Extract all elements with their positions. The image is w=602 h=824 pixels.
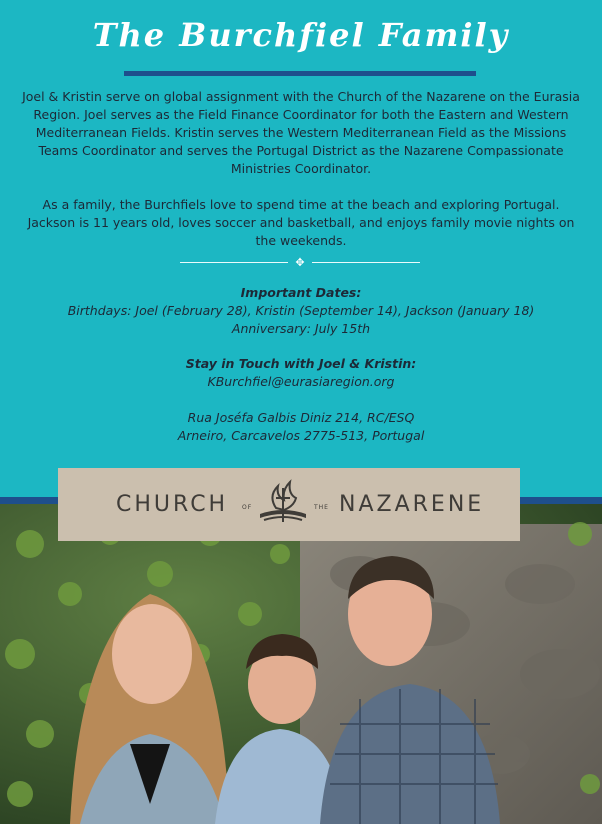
fleuron-icon: ✥ [295, 256, 305, 269]
title-underline [124, 71, 476, 76]
church-of-the-nazarene-logo [58, 468, 520, 541]
logo-word-nazarene: NAZARENE [339, 492, 485, 517]
divider-line-right [312, 262, 420, 263]
contact-section [0, 355, 602, 445]
important-dates-heading: Important Dates: [240, 285, 362, 300]
address-line-1: Rua Joséfa Galbis Diniz 214, RC/ESQ [187, 410, 415, 425]
family-photo [0, 504, 602, 824]
divider-line-left [180, 262, 288, 263]
ornamental-divider [180, 257, 420, 269]
logo-word-church: CHURCH [116, 492, 229, 517]
contact-email[interactable]: KBurchfiel@eurasiaregion.org [207, 374, 395, 389]
birthdays-line: Birthdays: Joel (February 28), Kristin (September 14), Jackson (January 18) [67, 303, 535, 318]
about-paragraph-2: As a family, the Burchfiels love to spend time at the beach and exploring Portugal. Jackson is 11 years old, loves soccer and basketball, and enjoys family movie nights on the weekends. [27, 197, 575, 248]
address-line-2: Arneiro, Carcavelos 2775-513, Portugal [177, 428, 425, 443]
contact-spacer [0, 391, 602, 409]
anniversary-line: Anniversary: July 15th [231, 321, 371, 336]
contact-heading: Stay in Touch with Joel & Kristin: [185, 356, 417, 371]
logo-word-of: OF [242, 504, 253, 511]
flame-book-icon [254, 478, 312, 528]
page-title: The Burchfiel Family [92, 16, 510, 54]
important-dates-section [0, 284, 602, 338]
about-paragraph-1: Joel & Kristin serve on global assignment with the Church of the Nazarene on the Eurasia Region. Joel serves as the Field Finance Coordinator for both the Eastern and Western Mediterranean Fields. Kristin serves the Western Mediterranean Field as the Missions Teams Coordinator and serves the Portugal District as the Nazarene Compassionate Ministries Coordinator. [22, 89, 580, 176]
logo-word-the: THE [314, 504, 329, 511]
